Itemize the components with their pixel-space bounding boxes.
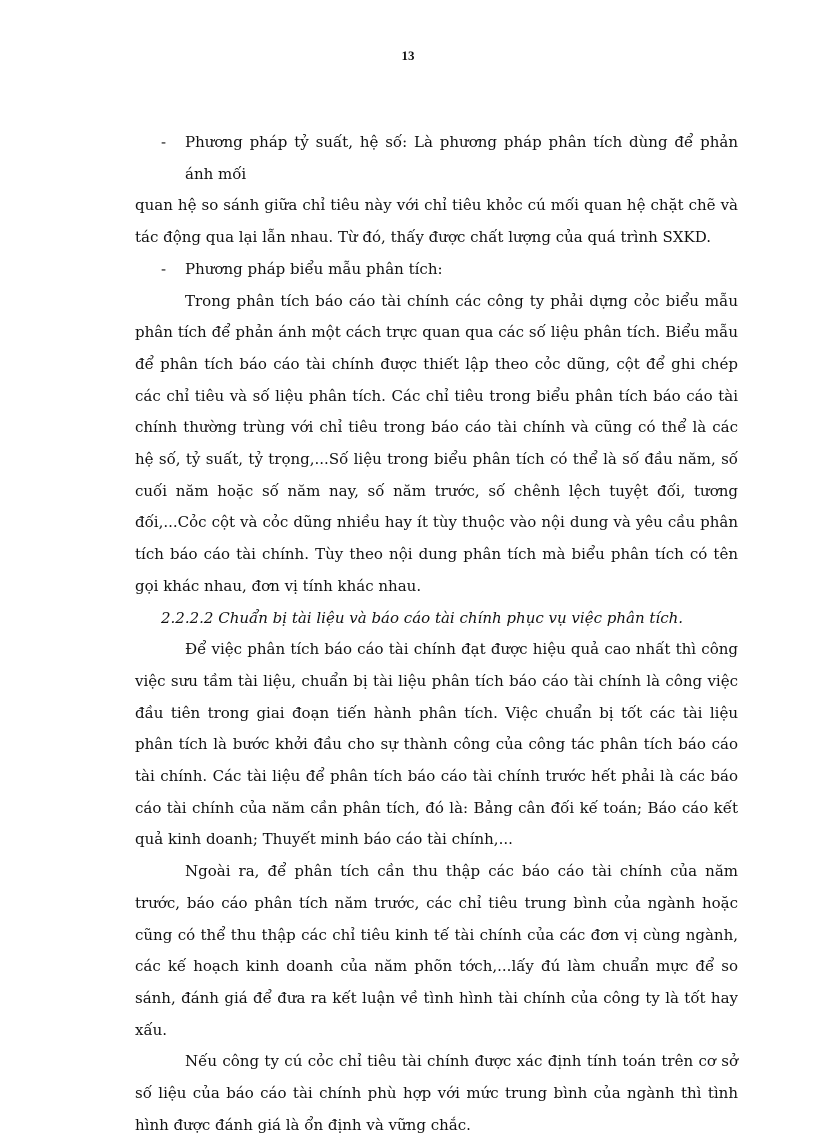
paragraph-preparation: Để việc phân tích báo cáo tài chính đạt được hiệu quả cao nhất thì công việc sưu tầm tài liệu, chuẩn bị tài liệu phân tích báo cáo tài chính là công việc đầu tiên trong giai đoạn tiến hành phân tích. Việc chuẩn bị tốt các tài liệu phân tích là bước khởi đầu cho sự thành công của công tác phân tích báo cáo tài chính. Các tài liệu để phân tích báo cáo tài chính trước hết phải là các báo cáo tài chính của năm cần phân tích, đó là: Bảng cân đối kế toán; Báo cáo kết quả kinh doanh; Thuyết minh báo cáo tài chính,... [135, 640, 738, 849]
paragraph-forms: Trong phân tích báo cáo tài chính các công ty phải dựng cỏc biểu mẫu phân tích để phản ánh một cách trực quan qua các số liệu phân tích. Biểu mẫu để phân tích báo cáo tài chính được thiết lập theo cỏc dũng, cột để ghi chép các chỉ tiêu và số liệu phân tích. Các chỉ tiêu trong biểu phân tích báo cáo tài chính thường trùng với chỉ tiêu trong báo cáo tài chính và cũng có thể là các hệ số, tỷ suất, tỷ trọng,...Số liệu trong biểu phân tích có thể là số đầu năm, số cuối năm hoặc số năm nay, số năm trước, số chênh lệch tuyệt đối, tương đối,...Cỏc cột và cỏc dũng nhiều hay ít tùy thuộc vào nội dung và yêu cầu phân tích báo cáo tài chính. Tùy theo nội dung phân tích mà biểu phân tích có tên gọi khác nhau, đơn vị tính khác nhau. [135, 291, 738, 595]
paragraph-conclusion: Nếu công ty cú cỏc chỉ tiêu tài chính được xác định tính toán trên cơ sở số liệu của báo cáo tài chính phù hợp với mức trung bình của ngành thì tình hình được đánh giá là ổn định và vững chắc. [135, 1052, 738, 1134]
bullet-ratio-first-line: Phương pháp tỷ suất, hệ số: Là phương pháp phân tích dùng để phản ánh mối [185, 133, 738, 183]
bullet-ratio-continuation: quan hệ so sánh giữa chỉ tiêu này với chỉ tiêu khỏc cú mối quan hệ chặt chẽ và tác động qua lại lẫn nhau. Từ đó, thấy được chất lượng của quá trình SXKD. [135, 196, 738, 247]
bullet-dash: - [161, 259, 167, 278]
section-heading: 2.2.2.2 Chuẩn bị tài liệu và báo cáo tài chính phục vụ việc phân tích. [161, 608, 684, 627]
paragraph-additional-data: Ngoài ra, để phân tích cần thu thập các báo cáo tài chính của năm trước, báo cáo phân tích năm trước, các chỉ tiêu trung bình của ngành hoặc cũng có thể thu thập các chỉ tiêu kinh tế tài chính của các đơn vị cùng ngành, các kế hoạch kinh doanh của năm phõn tớch,...lấy đú làm chuẩn mực để so sánh, đánh giá để đưa ra kết luận về tình hình tài chính của công ty là tốt hay xấu. [135, 862, 738, 1039]
page-number: 13 [401, 48, 415, 63]
bullet-form-text: Phương pháp biểu mẫu phân tích: [185, 259, 443, 278]
bullet-form-method [135, 254, 738, 286]
page-content [135, 127, 738, 1142]
bullet-ratio-method [135, 127, 738, 190]
bullet-dash: - [161, 133, 167, 151]
